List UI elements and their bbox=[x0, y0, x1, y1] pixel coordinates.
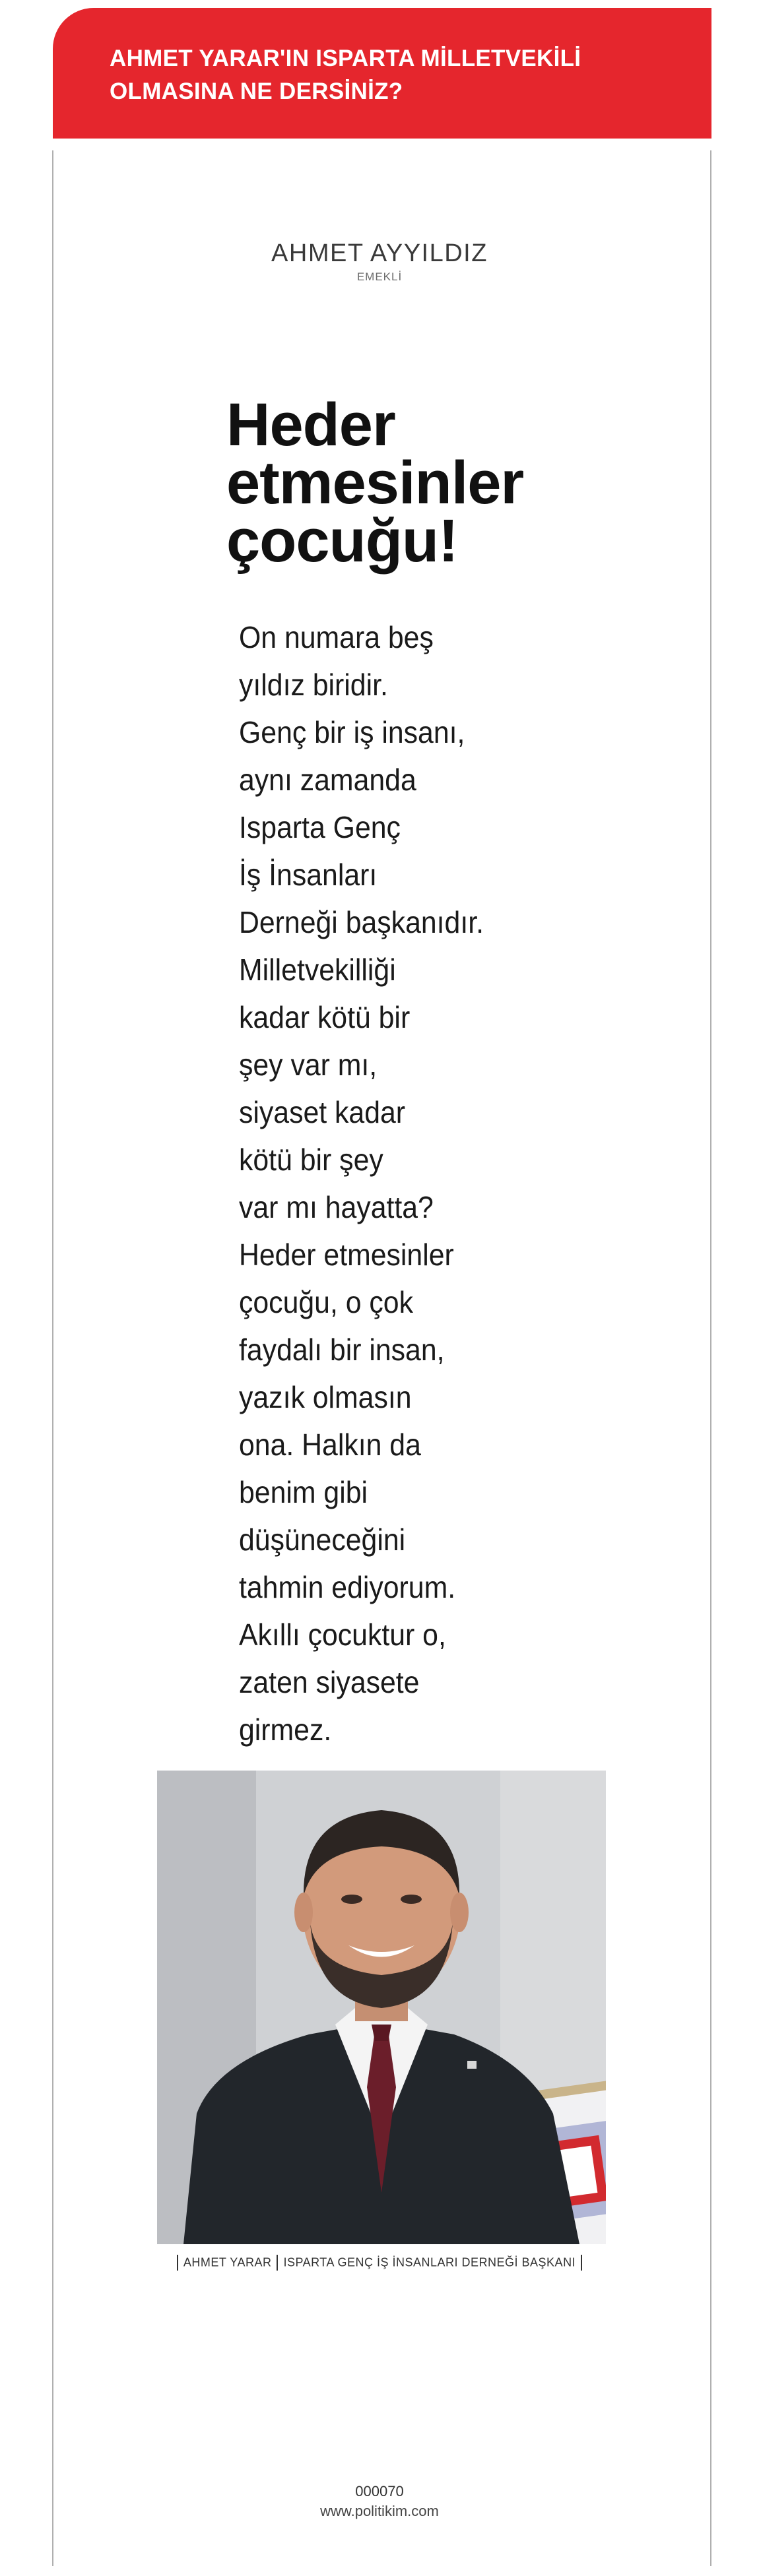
body-line: benim gibi bbox=[239, 1475, 368, 1509]
body-line: Akıllı çocuktur o, bbox=[239, 1618, 446, 1652]
body-line: çocuğu, o çok bbox=[239, 1285, 413, 1319]
caption-divider bbox=[177, 2255, 178, 2271]
body-line: faydalı bir insan, bbox=[239, 1333, 445, 1367]
body-line: zaten siyasete bbox=[239, 1665, 420, 1699]
page-number: 000070 bbox=[355, 2483, 404, 2499]
body-line: var mı hayatta? bbox=[239, 1190, 434, 1224]
body-line: siyaset kadar bbox=[239, 1095, 406, 1129]
headline-line-3: çocuğu! bbox=[226, 507, 458, 575]
author-role: EMEKLİ bbox=[356, 270, 403, 283]
caption-divider bbox=[277, 2255, 278, 2271]
page-footer bbox=[0, 2482, 759, 2521]
body-line: tahmin ediyorum. bbox=[239, 1570, 456, 1604]
body-line: Isparta Genç bbox=[239, 810, 401, 844]
portrait-illustration bbox=[157, 1771, 606, 2244]
body-line: şey var mı, bbox=[239, 1048, 378, 1082]
body-line: Milletvekilliği bbox=[239, 953, 396, 987]
question-title bbox=[110, 42, 711, 108]
headline-line-1: Heder bbox=[226, 391, 395, 458]
body-line: kötü bir şey bbox=[239, 1143, 383, 1177]
headline-line-2: etmesinler bbox=[226, 449, 524, 517]
body-line: Genç bir iş insanı, bbox=[239, 715, 465, 749]
frame-left-border bbox=[52, 150, 53, 2566]
article-body bbox=[239, 613, 558, 1753]
body-line: Heder etmesinler bbox=[239, 1238, 454, 1272]
frame-right-border bbox=[710, 150, 711, 2566]
body-line: Derneği başkanıdır. bbox=[239, 905, 484, 939]
body-line: düşüneceğini bbox=[239, 1523, 406, 1557]
caption-divider bbox=[581, 2255, 582, 2271]
body-line: kadar kötü bir bbox=[239, 1000, 411, 1034]
portrait-photo bbox=[157, 1771, 606, 2244]
header-banner bbox=[53, 8, 711, 139]
body-line: On numara beş bbox=[239, 620, 434, 654]
body-line: aynı zamanda bbox=[239, 763, 416, 797]
body-line: İş İnsanları bbox=[239, 858, 378, 892]
body-line: yıldız biridir. bbox=[239, 668, 388, 702]
website-link[interactable]: www.politikim.com bbox=[320, 2503, 439, 2519]
photo-caption bbox=[0, 2255, 759, 2271]
body-line: ona. Halkın da bbox=[239, 1428, 421, 1462]
caption-name: AHMET YARAR bbox=[183, 2255, 272, 2269]
question-title-line-2: OLMASINA NE DERSİNİZ? bbox=[110, 79, 403, 104]
body-line: yazık olmasın bbox=[239, 1380, 412, 1414]
author-block bbox=[0, 239, 759, 284]
headline bbox=[226, 391, 596, 575]
question-title-line-1: AHMET YARAR'IN ISPARTA MİLLETVEKİLİ bbox=[110, 46, 581, 71]
author-name: AHMET AYYILDIZ bbox=[271, 239, 488, 267]
body-line: girmez. bbox=[239, 1712, 332, 1747]
caption-title: ISPARTA GENÇ İŞ İNSANLARI DERNEĞİ BAŞKANI bbox=[283, 2255, 576, 2269]
